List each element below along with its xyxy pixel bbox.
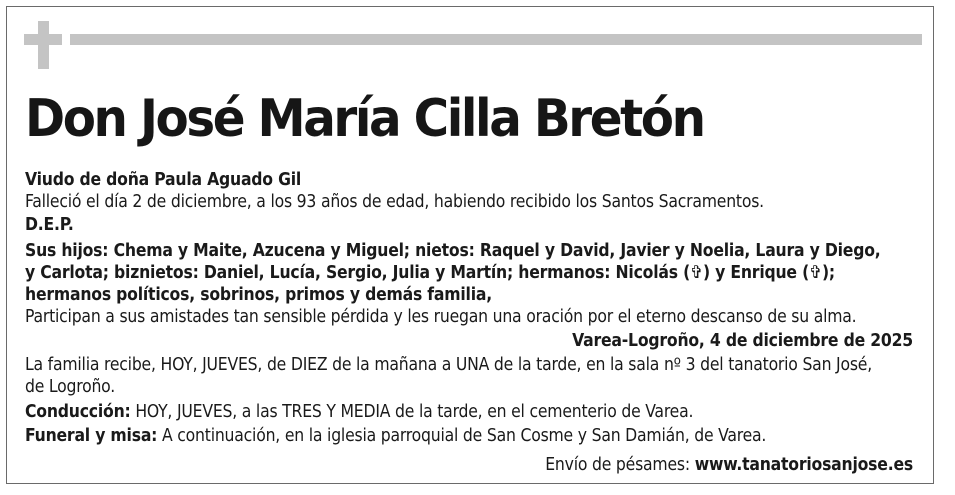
invitation-line: Participan a sus amistades tan sensible pérdida y les ruegan una oración por el eterno descanso de su alma. [25, 307, 857, 327]
dep-line: D.E.P. [25, 215, 74, 235]
widow-of-line: Viudo de doña Paula Aguado Gil [25, 170, 302, 190]
place-date: Varea-Logroño, 4 de diciembre de 2025 [572, 331, 913, 351]
family-line-1: Sus hijos: Chema y Maite, Azucena y Miguel; nietos: Raquel y David, Javier y Noelia, Laura y Diego, [25, 241, 881, 261]
conduccion-text: HOY, JUEVES, a las TRES Y MEDIA de la tarde, en el cementerio de Varea. [130, 402, 694, 422]
family-line-2: y Carlota; biznietos: Daniel, Lucía, Sergio, Julia y Martín; hermanos: Nicolás (✞) y Enrique (✞); [25, 263, 835, 283]
condolences-website[interactable]: www.tanatoriosanjose.es [694, 455, 913, 475]
funeral-text: A continuación, en la iglesia parroquial de San Cosme y San Damián, de Varea. [157, 426, 767, 446]
funeral-line [25, 425, 913, 448]
family-line-3: hermanos políticos, sobrinos, primos y demás familia, [25, 285, 492, 305]
funeral-label: Funeral y misa: [25, 426, 158, 446]
condolences-line [25, 454, 913, 477]
reception-line-1: La familia recibe, HOY, JUEVES, de DIEZ de la mañana a UNA de la tarde, en la sala nº 3 del tanatorio San José, [25, 355, 872, 375]
conduccion-line [25, 401, 913, 424]
conduccion-label: Conducción: [25, 402, 131, 422]
reception-line-2: de Logroño. [25, 377, 116, 397]
condolences-label: Envío de pésames: [545, 455, 695, 475]
deceased-name: Don José María Cilla Bretón [25, 89, 704, 149]
cross-icon [24, 21, 62, 69]
passing-line: Falleció el día 2 de diciembre, a los 93 años de edad, habiendo recibido los Santos Sacramentos. [25, 192, 764, 212]
header-rule [70, 34, 922, 45]
